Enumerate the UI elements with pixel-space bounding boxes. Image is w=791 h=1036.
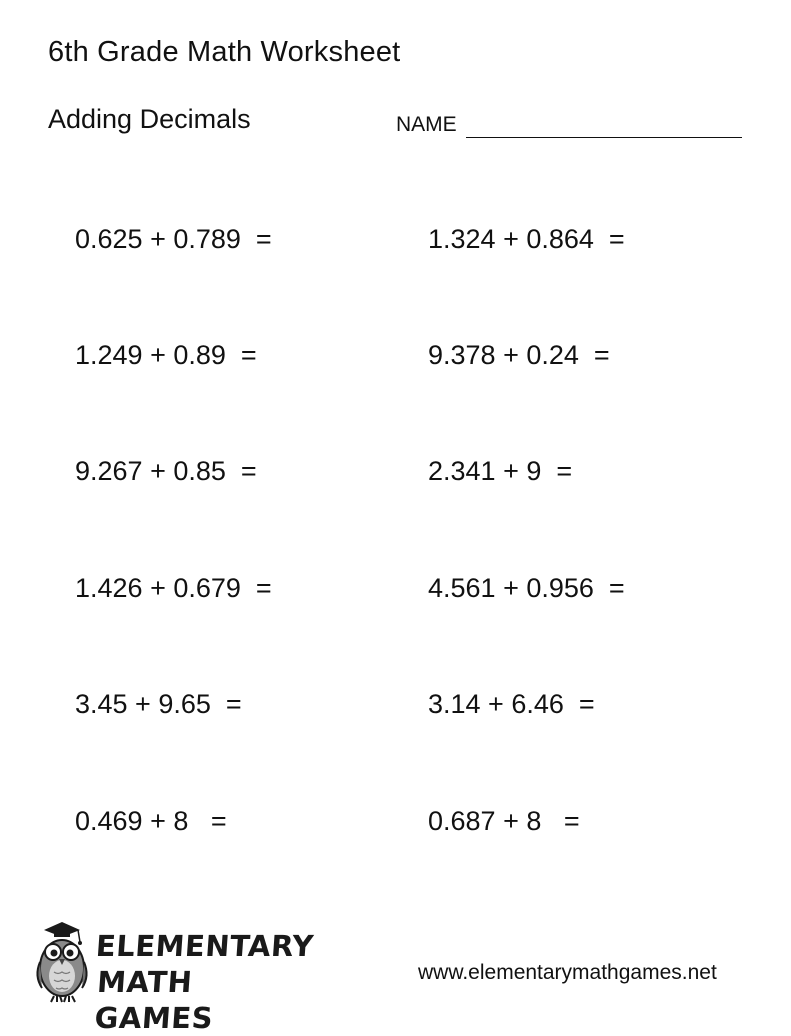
owl-graduate-icon: [30, 918, 94, 1004]
problem-right-3: 2.341 + 9 =: [428, 456, 573, 486]
problem-left-2: 1.249 + 0.89 =: [75, 340, 257, 370]
elementary-math-games-logo: [30, 918, 315, 1035]
problem-right-1: 1.324 + 0.864 =: [428, 224, 625, 254]
worksheet-subtitle: Adding Decimals: [48, 104, 251, 134]
logo-wordmark: [93, 928, 315, 1036]
problem-left-6: 0.469 + 8 =: [75, 806, 227, 836]
problem-left-5: 3.45 + 9.65 =: [75, 689, 242, 719]
problem-right-2: 9.378 + 0.24 =: [428, 340, 610, 370]
logo-line-2: MATH GAMES: [93, 965, 215, 1035]
name-field-line[interactable]: [466, 137, 742, 138]
worksheet-title: 6th Grade Math Worksheet: [48, 36, 401, 68]
problem-right-6: 0.687 + 8 =: [428, 806, 580, 836]
problem-right-4: 4.561 + 0.956 =: [428, 573, 625, 603]
problem-left-3: 9.267 + 0.85 =: [75, 456, 257, 486]
name-label: NAME: [396, 113, 457, 136]
website-url: www.elementarymathgames.net: [418, 961, 717, 984]
logo-line-1: ELEMENTARY: [94, 929, 315, 963]
problem-left-4: 1.426 + 0.679 =: [75, 573, 272, 603]
problem-right-5: 3.14 + 6.46 =: [428, 689, 595, 719]
problem-left-1: 0.625 + 0.789 =: [75, 224, 272, 254]
